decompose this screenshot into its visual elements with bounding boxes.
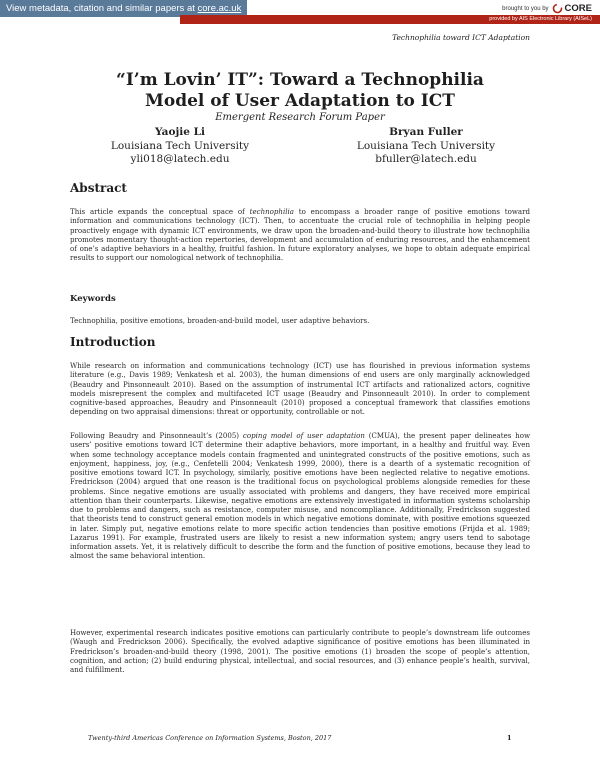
core-link-text: View metadata, citation and similar papers at: [6, 3, 198, 14]
author-affiliation: Louisiana Tech University: [356, 139, 496, 152]
abstract-text-part: This article expands the conceptual space of: [70, 207, 250, 216]
paper-subtitle: Emergent Research Forum Paper: [215, 112, 385, 123]
introduction-heading: Introduction: [70, 335, 156, 349]
author-affiliation: Louisiana Tech University: [110, 139, 250, 152]
paper-title: [60, 70, 540, 112]
core-logo-text: CORE: [564, 3, 592, 14]
author-email: yli018@latech.edu: [130, 153, 230, 165]
intro-paragraph-1: While research on information and communications technology (ICT) use has flourished in previous information systems literature (e.g., Davis 1989; Venkatesh et al. 2003), the human dimensions of end users are only marginally acknowledged (Beaudry and Pinsonneault 2010). Based on the assumption of instrumental ICT artifacts and rationalized actors, cognitive models misrepresent the complex and multifaceted ICT usage (Beaudry and Pinsonneault 2010). In order to complement cognitive-based approaches, Beaudry and Pinsonneault (2010) proposed a conceptual framework that classifies emotions depending on two appraisal dimensions: threat or opportunity, controllable or not.: [70, 361, 530, 417]
core-banner: [0, 0, 600, 24]
intro-p2-part: (CMUA), the present paper delineates how users’ positive emotions toward ICT determine their adaptive behaviors, more important, in a healthy and fruitful way. Even when some technology acceptance models contain fragmented and unintegrated constructs of the positive emotions, such as enjoyment, happiness, joy, (e.g., Cenfetelli 2004; Venkatesh 1999, 2000), there is a dearth of a systematic recognition of positive emotions toward ICT. In psychology, similarly, positive emotions have been neglected relative to negative emotions. Fredrickson (2004) argued that one reason is the traditional focus on psychological problems alongside remedies for these problems. Since negative emotions are usually associated with problems and dangers, they have received more empirical attention than their counterparts. Likewise, negative emotions are extensively investigated in information systems scholarship due to problems and dangers, such as resistance, computer misuse, and noncompliance. Additionally, Fredrickson suggested that theorists tend to construct general emotion models in which negative emotions dominate, with positive emotions squeezed in later. Simply put, negative emotions relate to more specific action tendencies than positive emotions (Frijda et al. 1989; Lazarus 1991). For example, frustrated users are likely to resist a new information system; angry users tend to sabotage information assets. Yet, it is relatively difficult to describe the form and the function of positive emotions, because they lead to almost the same behavioral intention.: [70, 431, 530, 561]
provided-by-bar[interactable]: provided by AIS Electronic Library (AISeL): [180, 15, 600, 24]
brought-by: [502, 3, 592, 14]
intro-p2-emphasis: coping model of user adaptation: [242, 431, 365, 440]
keywords-text: Technophilia, positive emotions, broaden-and-build model, user adaptive behaviors.: [70, 316, 370, 325]
author-email: bfuller@latech.edu: [375, 153, 477, 165]
page-number: 1: [507, 734, 512, 742]
abstract-emphasis: technophilia: [249, 207, 294, 216]
author-name: Bryan Fuller: [389, 126, 463, 138]
core-link-host[interactable]: core.ac.uk: [197, 3, 242, 14]
abstract-text-part: to encompass a broader range of positive emotions toward information and communications technology (ICT). Then, to accentuate the crucial role of technophilia in helping people proactively engage with dynamic ICT environments, we draw upon the broaden-and-build theory to illustrate how technophilia promotes momentary thought-action repertories, development and accumulation of enduring resources, and the enhancement of one’s adaptive behaviors in a healthy, fruitful fashion. In future exploratory analyses, we hope to obtain adequate empirical results to support our nomological network of technophilia.: [70, 207, 530, 263]
intro-p2-part: Following Beaudry and Pinsonneault’s (2005): [70, 431, 243, 440]
title-line-1: “I’m Lovin’ IT”: Toward a Technophilia: [116, 70, 484, 90]
title-line-2: Model of User Adaptation to ICT: [145, 91, 455, 111]
abstract-heading: Abstract: [70, 181, 127, 195]
brought-by-text: brought to you by: [502, 5, 549, 12]
abstract-text: [70, 207, 530, 263]
core-logo[interactable]: [552, 3, 592, 14]
running-header: Technophilia toward ICT Adaptation: [392, 33, 530, 42]
intro-paragraph-2: [70, 431, 530, 561]
author-name: Yaojie Li: [155, 126, 205, 138]
intro-paragraph-3: However, experimental research indicates positive emotions can particularly contribute to people’s downstream life outcomes (Waugh and Fredrickson 2006). Specifically, the evolved adaptive significance of positive emotions has been illuminated in Fredrickson’s broaden-and-build theory (1998, 2001). The positive emotions (1) broaden the scope of people’s attention, cognition, and action; (2) build enduring physical, intellectual, and social resources, and (3) enhance people’s health, survival, and fulfillment.: [70, 628, 530, 674]
keywords-heading: Keywords: [70, 294, 116, 304]
footer-conference: Twenty-third Americas Conference on Information Systems, Boston, 2017: [88, 734, 332, 742]
author-2: [326, 126, 526, 167]
author-1: [80, 126, 280, 167]
core-logo-icon: [552, 3, 563, 14]
